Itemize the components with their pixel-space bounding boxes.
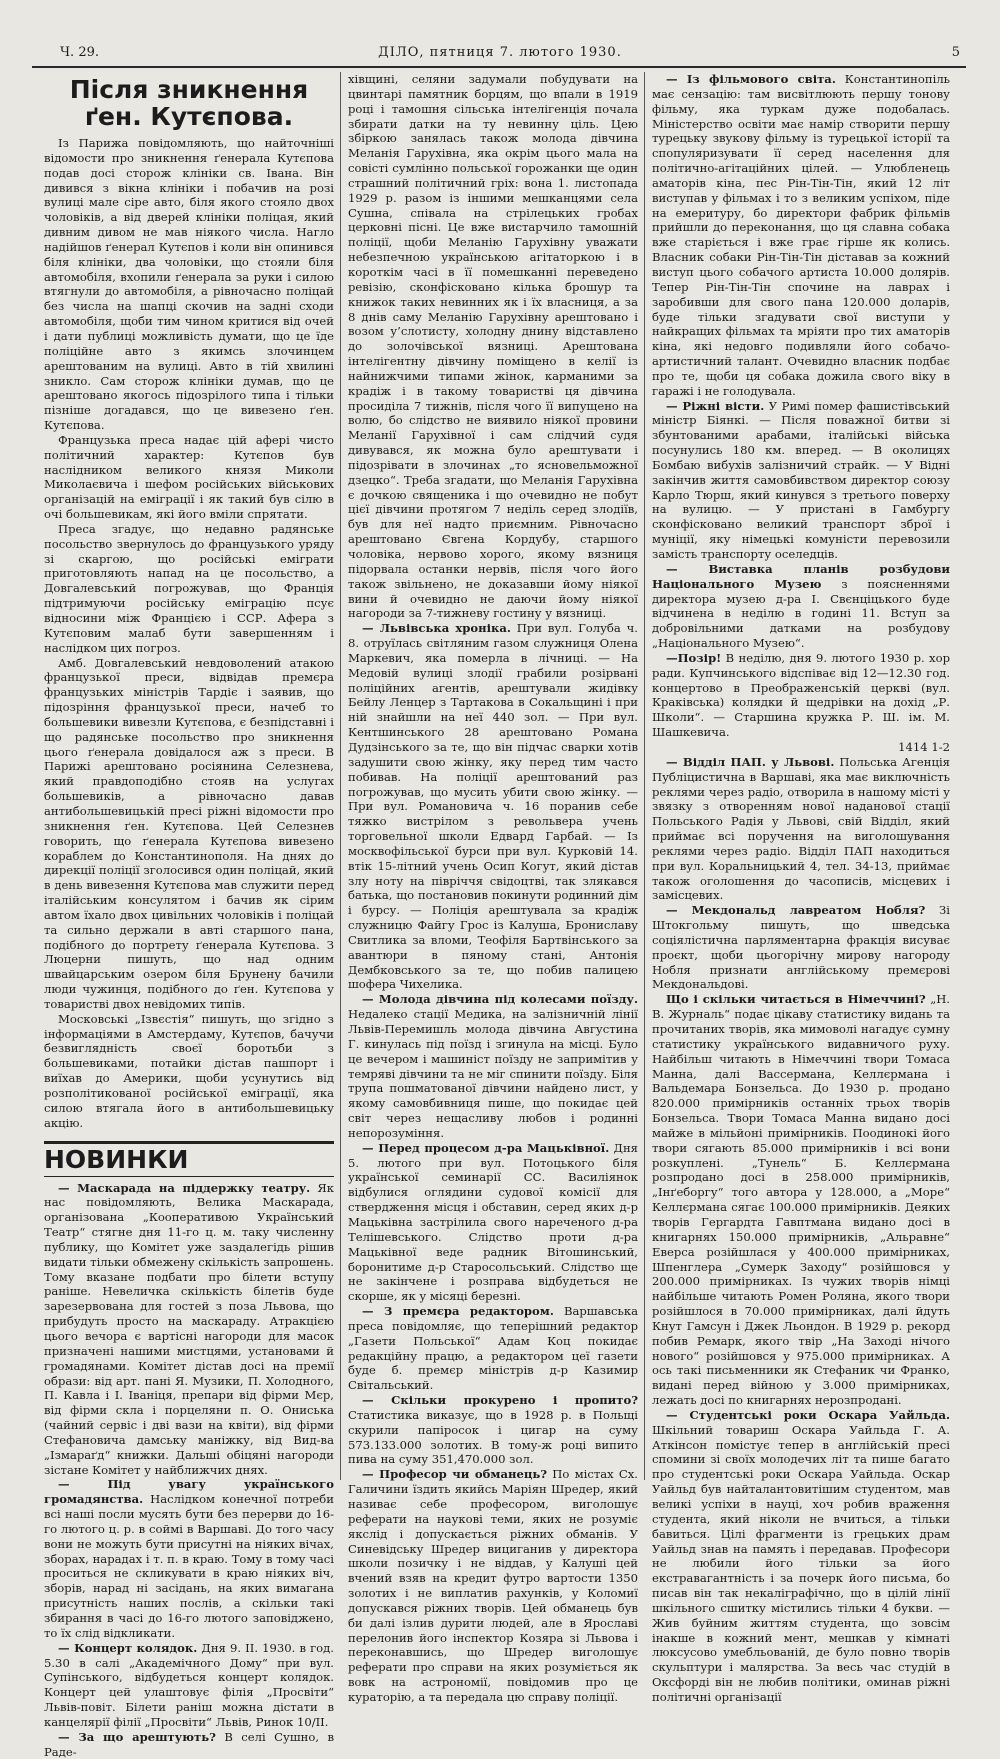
news-item	[348, 1393, 638, 1467]
column-1	[44, 72, 334, 1759]
news-item	[652, 562, 950, 651]
news-lead: — Маскарада на піддержку театру.	[58, 1180, 311, 1195]
article-paragraph: хівщині, селяни задумали побудувати на цвинтарі памятник борцям, що впали в 1919 році і тамошня сільська інтелігенція почала збирати датки на ту невинну ціль. Цею збіркою занялась також молода дівчина Меланія Гарухівна, яка окрім цього мала на совісті сумлінно польської горожанки ще один страшний політичний гріх: вона 1. листопада 1929 р. разом із іншими мешканцями села Сушна, співала на стрілецьких гробах церковні пісні. Це вже вистарчило тамошній поліції, щоби Меланію Гарухівну уважати небезпечною українською агітаторкою і в короткім часі в її помешканні переведено ревізію, сконфісковано кілька брошур та книжок таких невинних як і їх власниця, а за 8 днів саму Меланію Гарухівну арештовано і возом у’слотисту, холодну днину відставлено до золочівської вязниці. Арештована інтелігентну дівчину поміщено в келії із найнижчими типами жінок, карманими за крадіж і в такому товаристві ця дівчина просиділа 7 тижнів, після чого її випущено на волю, бо слідство не виявило ніякої провини Меланії Гарухівної і сам слідчий судя дивувався, як можна було арештувати і підозрівати в злочинах „то ясновельможної дзецко“. Треба згадати, що Меланія Гарухівна є дочкою священика і що очевидно не побут цієї дівчини протягом 7 неділь серед злодіїв, був для неї надто приємним. Рівночасно арештовано Євгена Кордубу, старшого чоловіка, нервово хорого, якому вязниця підорвала останки нервів, після чого його також звільнено, не доказавши йому ніякої вини й очевидно не даючи йому ніякої нагороди за 7-тижневу гостину у вязниці.	[348, 72, 638, 621]
news-lead: — Молода дівчина під колесами поїзду.	[362, 992, 638, 1007]
news-text: Шкільний товариш Оскара Уайльда Г. А. Аткінсон помістує тепер в англійській пресі спомини зі своїх молодечих літ та пише багато про студентські роки Оскара Уайльда. Оскар Уайльд був найталантовитішим студентом, мав великі успіхи в науці, хоч робив враження студента, який ніколи не вчиться, а тільки бавиться. Цілі фрагменти із грецьких драм Уайльд знав на память і передавав. Професори не любили його тільки за його екстравагантність і за почерк його письма, бо писав він так некаліграфічно, що в цілій лінії шкільного сшитку містились тільки 4 букви. — Жив буйним життям студента, що зовсім інакше в кожний мент, мешкав у кімнаті люксусово умебльованій, де було повно творів скульптури і малярства. За весь час студій в Оксфорді він не любив політики, оминав ріжні політичні організації	[652, 1422, 950, 1704]
news-item	[348, 1467, 638, 1705]
news-lead: — Відділ ПАП. у Львові.	[666, 754, 835, 769]
masthead	[30, 42, 970, 64]
news-lead: — Концерт колядок.	[58, 1640, 198, 1655]
news-item	[652, 399, 950, 562]
news-lead: — За що арештують?	[58, 1729, 216, 1744]
news-text: Зі Штокгольму пишуть, що шведська соціялістична парляментарна фракція висуває проєкт, щоби цьогорічну мирову нагороду Нобля признати англійському премєрові Мекдональдові.	[652, 903, 950, 992]
news-item	[348, 1304, 638, 1393]
article-paragraph: Французька преса надає цій афері чисто політичний характер: Кутєпов був наслідником великого князя Миколи Миколаєвича і шефом російських військових організацій на еміграції і як такий був сілю в очі большевикам, які його вміли спрятати.	[44, 432, 334, 522]
news-lead: —Позір!	[666, 650, 722, 665]
article-paragraph: Преса згадує, що недавно радянське посольство звернулось до французького уряду зі скаргою, що російські еміграти приготовляють напад на це посольство, а Довгалевський погрожував, що Франція підтримуючи російську еміграцію псує відносини між Францією і ССР. Афера з Кутєповим малаб бути завершенням і наслідком цих погроз.	[44, 521, 334, 655]
masthead-rule	[32, 66, 966, 68]
news-item	[44, 1641, 334, 1730]
news-text: Польська Агенція Публіцистична в Варшаві, яка має виключність реклями через радіо, отворила в нашому місті у звязку з отворенням нової наданової стації Польського Радія у Львові, свій Відділ, який приймає всі поручення на виголошування реклями через радіо. Відділ ПАП находиться при вул. Коральницький 4, тел. 34-13, приймає також оголошення до часописів, місцевих і замісцевих.	[652, 754, 950, 903]
news-text: Недалеко стації Медика, на залізничній лінії Львів-Перемишль молода дівчина Августина Г. кинулась під поїзд і згинула на місці. Було це вечером і машиніст поїзду не запримітив у темряві дівчини та не міг спинити поїзду. Біля трупа пошматованої дівчини найдено лист, у якому самовбивниця пише, що покидає цей світ через нещасливу любов і родинні непорозуміння.	[348, 1007, 638, 1140]
news-text: Як нас повідомляють, Велика Маскарада, організована „Кооперативою Український Театр“ стягне дня 11-го ц. м. таку численну публику, що Комітет уже заздалегідь рішив видати тільки обмежену скількість запрошень. Тому вказане подбати про білети вступу раніше. Невеличка скількість білетів буде зарезервована для гостей з поза Львова, що прибудуть просто на маскараду. Атракцією цього вечора є вартісні нагороди для масок призначені нашими мистцями, установами й громадянами. Комітет дістав досі на премії образи: від арт. пані Я. Музики, П. Холодного, П. Кавла і І. Іваніця, препари від фірми Мєр, від фірми скла і порцеляни п. О. Ониська (чайний сервіс і дві вази на квіти), від фірми Стефановича дамську маніжку, від Вид-ва „Ізмараґд“ книжки. Дальші обіцяні нагороди зістане Комітет у найближчих днях.	[44, 1180, 334, 1477]
issue-number: Ч. 29.	[60, 45, 99, 60]
news-item	[348, 621, 638, 992]
news-lead: Що і скільки читається в Німеччині?	[666, 992, 926, 1007]
news-lead: — Студентські роки Оскара Уайльда.	[666, 1407, 950, 1422]
news-text: Константинопіль має сензацію: там висвітлюють першу тонову фільму, яка туркам дуже подобалась. Міністерство освіти має намір створити першу турецьку звукову фільму із турецької історії та спопуляризувати її серед населення для політично-агітаційних цілей. — Улюбленець аматорів кіна, пес Рін-Тін-Тін, який 12 літ виступав у фільмах і то з великим успіхом, піде на емеритуру, бо директори фабрик фільмів прийшли до переконання, що ця славна собака вже старіється і вже грає гірше як колись. Власник собаки Рін-Тін-Тін діставав за кожний виступ цього собачого артиста 10.000 долярів. Тепер Рін-Тін-Тін спочине на лаврах і заробивши для свого пана 120.000 доларів, буде тільки згадувати свої виступи у найкращих фільмах та мріяти про тих аматорів кіна, які недовго подивляли його собачо-артистичний талант. Очевидно власник подбає про те, щоби ця собака дожила свого віку в гаражі і не голодувала.	[652, 72, 950, 398]
column-2	[348, 72, 638, 1704]
news-text: Наслідком конечної потреби всі наші посли мусять бути без перерви до 16-го лютого ц. р. в соймі в Варшаві. До того часу вони не можуть бути присутні на ніяких вічах, зборах, нарадах і т. п. в краю. Тому в тому часі проситься не скликувати в краю ніяких віч, зборів, нарад ні засідань, на яких вимагана присутність наших послів, а скільки такі збирання в часі до 16-го лютого заповіджено, то їх слід відкликати.	[44, 1492, 334, 1640]
notice-code: 1414 1-2	[898, 739, 950, 754]
news-text: В неділю, дня 9. лютого 1930 р. хор ради. Купчинського відспіває від 12—12.30 год. концертово в Преображенській церкві (вул. Краківська) колядки й щедрівки на дохід „Р. Школи“. — Старшина кружка Р. Ш. ім. М. Шашкевича.	[652, 650, 950, 740]
news-lead: — Перед процесом д-ра Мацьківної.	[362, 1140, 610, 1155]
news-item	[44, 1730, 334, 1759]
column-3	[652, 72, 950, 1704]
column-divider	[644, 72, 645, 1480]
article-paragraph: Московські „Ізвєстія“ пишуть, що згідно з інформаціями в Амстердаму, Кутєпов, бачучи безвиглядність своєї боротьби з большевиками, потайки дістав пашпорт і виїхав до Америки, щоби усунутись від розполітикованої російської еміграції, яка силою втягала його в антибольшевицьку акцію.	[44, 1011, 334, 1130]
news-text: з поясненнями директора музею д-ра І. Свєнціцького буде відчинена в неділю в годині 11. Вступ за добровільними датками на розбудову „Національного Музею“.	[652, 576, 950, 651]
news-item	[652, 651, 950, 740]
news-lead: — Мекдональд лавреатом Нобля?	[666, 903, 926, 918]
article-paragraph: Амб. Довгалевський невдоволений атакою французької преси, відвідав премєра французьких міністрів Тардіє і заявив, що підозріння французької преси, начеб то большевики вивезли Кутєпова, є безпідставні і що радянське посольство про зникнення цього ґенерала довідалося аж з преси. В Парижі арештовано росіянина Селезнева, який правдоподібно стояв на услугах большевиків, а рівночасно давав антибольшевицькій пресі ріжні відомости про зникнення ґен. Кутєпова. Цей Селезнев говорить, що ґенерала Кутєпова вивезено кораблем до Константинополя. На днях до дирекції поліції зголосився один поліцай, який в день вивезення Кутєпова мав служити перед італійським консулятом і бачив як сірим автом їхало двох цивільних чоловіків і поліцай та сильно держали в авті старшого пана, подібного до портрету ґенерала Кутєпова. З Люцерни пишуть, що над одним швайцарським озером біля Брунену бачили люди чужинця, подібного до ґен. Кутєпова у товаристві двох невідомих типів.	[44, 655, 334, 1011]
news-item	[348, 1141, 638, 1304]
column-divider	[340, 72, 341, 1480]
news-item	[652, 755, 950, 903]
news-lead: — Під увагу українського громадянства.	[44, 1477, 334, 1507]
news-text: В селі Сушно, в Раде-	[44, 1729, 334, 1759]
article-paragraph: Із Парижа повідомляють, що найточніші відомости про зникнення ґенерала Кутєпова подав досі сторож клініки св. Івана. Він дивився з вікна клініки і побачив на розі вулиці мале сіре авто, біля якого стояло двох чоловіків, а від дверей клініки поліцая, який дивним дивом не мав ніякого числа. Нагло надійшов ґенерал Кутєпов і коли він опинився біля клініки, два чоловіки, що стояли біля автомобіля, вхопили ґенерала за руки і силою втягнули до автомобіля, а рівночасно поліцай без числа на шапці скочив на задні сходи автомобіля, щоби тим чином критися від очей і дати публиці можливість думати, що це їде поліційне авто з якимсь злочинцем арештованим на вулиці. Авто в тій хвилині зникло. Сам сторож клініки думав, що це арештовано якогось підозрілого типа і тільки пізніше догадався, що це вивезено ґен. Кутєпова.	[44, 136, 334, 433]
news-item	[652, 72, 950, 399]
news-item	[348, 992, 638, 1140]
news-text: По містах Сх. Галичини їздить якийсь Маріян Шредер, який називає себе професором, виголошує реферати на наукові теми, яких не розуміє якслід і допускається ріжних обманів. У Синевідську Шредер вициганив у директора школи позичку і не віддав, у Калуші цей вчений взяв на кредит футро вартости 1350 золотих і не виплатив рахунків, у Коломиї допускався ріжних творів. Цей обманець був би далі ізлив дурити людей, але в Ярославі перелонив його інспектор Козяра зі Львова і переконавшись, що Шредер виголошує реферати про справи на яких розуміється як вовк на астрономії, повідомив про це кураторію, а та передала цю справу поліції.	[348, 1467, 638, 1704]
news-item	[652, 903, 950, 992]
section-title: НОВИНКИ	[44, 1141, 334, 1177]
newspaper-date-line: ДІЛО, пятниця 7. лютого 1930.	[378, 45, 622, 60]
news-text: Варшавська преса повідомляє, що теперішний редактор „Газети Польської“ Адам Коц покидає редакційну працю, а редактором цеї газети буде б. премєр міністрів д-р Казимир Світальський.	[348, 1304, 638, 1393]
news-item	[652, 1408, 950, 1705]
news-item	[44, 1477, 334, 1640]
news-lead: — Професор чи обманець?	[362, 1467, 548, 1482]
news-lead: — Виставка планів розбудови Національного Музею	[652, 561, 950, 591]
news-lead: — Із фільмового світа.	[666, 72, 836, 86]
news-lead: — З премєра редактором.	[362, 1304, 554, 1319]
news-item	[44, 1181, 334, 1478]
news-lead: — Львівська хроніка.	[362, 621, 511, 636]
news-text: Дня 5. лютого при вул. Потоцького біля української семинарії СС. Василіянок відбулися оглядини судової комісії для ствердження місця і обставин, серед яких д-р Мацьківна застрілила свого нареченого д-ра Телішевського. Слідство проти д-ра Мацьківної веде радник Вітошинський, боронитиме д-р Старосольський. Слідство ще не закінчене і розправа відбудеться не скорше, як у місяці березні.	[348, 1140, 638, 1304]
article-headline: Після зникнення ґен. Кутєпова.	[69, 75, 309, 131]
news-item	[652, 992, 950, 1408]
news-text: При вул. Голуба ч. 8. отруїлась світляним газом служниця Олена Маркевич, яка померла в лічниці. — На Медовій вулиці злодії грабили розірвані поліційних агентів, арештували жидівку Бейлу Ленцер з Тартакова в Сокальщині і при ній знайшли на неї 440 зол. — При вул. Кентшинського 28 арештовано Романа Дудзінського за те, що він підчас сварки хотів задушити свою жінку, яку перед тим часто побивав. На поліції арештований раз погрожував, що мусить убити свою жінку. — При вул. Романовича ч. 16 поранив себе тяжко вистрілом з револьвера учень торговельної школи Едвард Гарбай. — Із москвофільської бурси при вул. Курковій 14. втік 15-літний учень Осип Когут, який дістав злу ноту на півріччя свідоцтві, так злякався батька, що постановив покинути родинний дім і бурсу. — Поліція арештувала за крадіж служницю Файгу Грос із Калуша, Брониславу Свитлика за вломи, Теофіля Бартвінського за авантюри в пяному стані, Антонія Дембковського за те, що побив палицею шофера Чихелика.	[348, 621, 638, 992]
page-number: 5	[951, 45, 960, 60]
news-text: Дня 9. II. 1930. в год. 5.30 в салі „Академічного Дому“ при вул. Супінського, відбудеться концерт колядок. Концерт цей улаштовує філія „Просвіти“ Львів-повіт. Білети раніш можна дістати в канцелярії філії „Просвіти“ Львів, Ринок 10/II.	[44, 1640, 334, 1729]
news-lead: — Ріжні вісти.	[666, 398, 765, 413]
news-text: Статистика виказує, що в 1928 р. в Польщі скурили папіросок і цигар на суму 573.133.000 золотих. В тому-ж році випито пива на суму 351,470.000 зол.	[348, 1407, 638, 1467]
news-lead: — Скільки прокурено і пропито?	[362, 1393, 638, 1408]
news-text: У Римі помер фашистівський міністр Біянкі. — Після поважної битви зі збунтованими арабами, італійські війська посунулись 180 км. вперед. — В околицях Бомбаю вибухів залізничий страйк. — У Відні закінчив життя самовбивством директор союзу Карло Тюрш, який кинувся з третього поверху на вулицю. — У пристані в Гамбургу сконфісковано великий транспорт зброї і муніції, яку німецькі комуністи перевозили замість транспорту оселедців.	[652, 398, 950, 561]
news-text: „Н. В. Журналь“ подає цікаву статистику видань та прочитаних творів, яка мимоволі нагадує сумну статистику українського видавничого руху. Найбільш читають в Німеччині твори Томаса Манна, далі Вассермана, Келлєрмана і Вальдемара Бонзельса. До 1930 р. продано 820.000 примірників останніх трьох творів Бонзельса. Твори Томаса Манна видано досі майже в мільйоні примірників. Поодинокі його твори сягають 85.000 примірників і всі вони розкуплені. „Тунель“ Б. Келлєрмана розпродано досі в 258.000 примірників, „Інґеборгу“ того автора у 128.000, а „Море“ Келлєрмана сягає 100.000 примірників. Деяких творів Гергардта Гавптмана видано досі в книгарнях 150.000 примірників, „Альравне“ Еверса розійшлася у 400.000 примірниках, Шпенглера „Сумерк Заходу“ розійшовся у 200.000 примірниках. Із чужих творів німці найбільше читають Ромен Роляна, якого твори розійшлося в 70.000 примірниках, далі йдуть Кнут Гамсун і Джек Льондон. В 1929 р. рекорд побив Ремарк, якого твір „На Заході нічого нового“ розійшовся у 975.000 примірниках. А ось такі письменники як Стефаник чи Франко, видані перед війною у 3.000 примірниках, лежать досі по книгарнях нерозпродані.	[652, 992, 950, 1408]
